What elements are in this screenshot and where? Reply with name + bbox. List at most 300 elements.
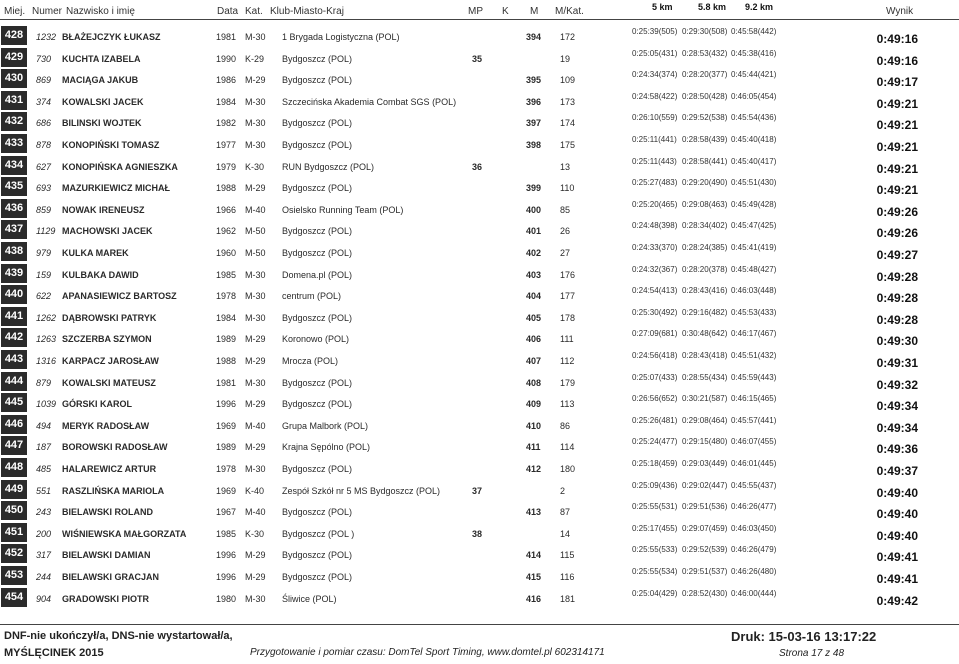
birth-year: 1981: [216, 32, 237, 42]
place-badge: 443: [1, 350, 27, 369]
place-badge: 450: [1, 501, 27, 520]
m-place: 404: [526, 291, 542, 302]
split-5-8km: 0:28:24(385): [682, 243, 728, 252]
runner-name: BIELAWSKI DAMIAN: [62, 550, 151, 561]
finish-time: 0:49:26: [876, 204, 918, 219]
birth-year: 1996: [216, 399, 237, 410]
bib-number: 200: [36, 528, 52, 539]
finish-time: 0:49:34: [876, 420, 918, 435]
category: M-50: [245, 226, 266, 237]
m-place: 401: [526, 226, 542, 237]
split-9-2km: 0:46:01(445): [731, 459, 777, 468]
runner-name: KOWALSKI JACEK: [62, 96, 144, 107]
place-badge: 449: [1, 480, 27, 499]
place-badge: 433: [1, 134, 27, 153]
club: Bydgoszcz (POL): [282, 572, 353, 582]
split-5km: 0:25:27(483): [632, 178, 678, 188]
runner-name: RASZLIŃSKA MARIOLA: [62, 485, 165, 496]
split-5-8km: 0:28:34(402): [682, 221, 728, 231]
bib-number: 551: [36, 485, 52, 496]
place-badge: 428: [1, 26, 27, 45]
category-place: 86: [560, 420, 571, 431]
place-badge: 453: [1, 566, 27, 585]
split-5km: 0:25:20(465): [632, 199, 678, 209]
category-place: 109: [560, 75, 576, 86]
category-place: 13: [560, 161, 571, 172]
category-place: 116: [560, 572, 575, 582]
club: Osielsko Running Team (POL): [282, 204, 404, 215]
bib-number: 878: [36, 140, 52, 150]
birth-year: 1989: [216, 442, 237, 453]
club: Bydgoszcz (POL): [282, 312, 353, 323]
m-place: 414: [526, 550, 542, 561]
bib-number: 879: [36, 377, 52, 388]
place-badge: 445: [1, 393, 27, 412]
m-place: 415: [526, 572, 542, 582]
birth-year: 1990: [216, 53, 237, 64]
m-place: 408: [526, 377, 542, 388]
place-badge: 429: [1, 48, 27, 67]
table-row: [0, 242, 959, 264]
split-9-2km: 0:46:26(480): [731, 567, 777, 576]
runner-name: KONOPIŃSKI TOMASZ: [62, 140, 160, 150]
place-badge: 438: [1, 242, 27, 261]
finish-time: 0:49:36: [876, 442, 918, 457]
runner-name: HALAREWICZ ARTUR: [62, 464, 157, 474]
header-divider: [0, 19, 959, 20]
category-place: 172: [560, 32, 576, 42]
birth-year: 1996: [216, 550, 237, 561]
split-9-2km: 0:46:03(450): [731, 523, 777, 533]
birth-year: 1984: [216, 96, 237, 107]
category: M-30: [245, 96, 266, 107]
table-row: [0, 307, 959, 329]
split-5km: 0:25:07(433): [632, 372, 678, 382]
bib-number: 622: [36, 291, 52, 302]
bib-number: 1039: [36, 399, 57, 410]
category: M-40: [245, 420, 266, 431]
split-9-2km: 0:45:53(433): [731, 307, 777, 317]
category: M-30: [245, 291, 266, 302]
finish-time: 0:49:32: [876, 377, 918, 392]
split-5km: 0:25:30(492): [632, 307, 678, 317]
runner-name: NOWAK IRENEUSZ: [62, 204, 145, 215]
split-5-8km: 0:30:48(642): [682, 329, 728, 339]
split-9-2km: 0:45:38(416): [731, 48, 777, 58]
club: Bydgoszcz (POL): [282, 399, 353, 410]
split-9-2km: 0:46:03(448): [731, 286, 777, 296]
header-wynik: Wynik: [886, 6, 914, 17]
finish-time: 0:49:28: [876, 269, 918, 284]
category: M-29: [245, 550, 266, 561]
split-5-8km: 0:28:43(416): [682, 286, 728, 296]
split-9-2km: 0:46:17(467): [731, 329, 777, 339]
birth-year: 1996: [216, 572, 237, 582]
club: Bydgoszcz (POL): [282, 507, 353, 518]
runner-name: APANASIEWICZ BARTOSZ: [62, 291, 177, 302]
birth-year: 1979: [216, 161, 237, 172]
m-place: 395: [526, 75, 542, 86]
split-5-8km: 0:29:16(482): [682, 307, 728, 317]
finish-time: 0:49:28: [876, 312, 918, 327]
place-badge: 448: [1, 458, 27, 477]
place-badge: 435: [1, 177, 27, 196]
club: Mrocza (POL): [282, 356, 339, 366]
category-place: 177: [560, 291, 576, 302]
birth-year: 1978: [216, 464, 237, 474]
bib-number: 494: [36, 420, 52, 431]
m-place: 413: [526, 507, 542, 518]
place-badge: 431: [1, 91, 27, 110]
m-place: 396: [526, 96, 542, 107]
bib-number: 904: [36, 593, 52, 604]
table-row: [0, 69, 959, 91]
bib-number: 244: [36, 572, 52, 582]
category: M-30: [245, 140, 266, 150]
split-5km: 0:25:55(534): [632, 567, 678, 576]
split-5km: 0:25:17(455): [632, 523, 678, 533]
table-row: [0, 566, 959, 588]
split-5-8km: 0:29:52(539): [682, 545, 728, 555]
split-5km: 0:26:10(559): [632, 113, 678, 123]
club: Grupa Malbork (POL): [282, 420, 369, 431]
category-place: 2: [560, 485, 566, 496]
header-split-5km: 5 km: [652, 2, 673, 12]
split-9-2km: 0:45:40(417): [731, 156, 777, 166]
category-place: 14: [560, 528, 571, 539]
club: Bydgoszcz (POL): [282, 118, 353, 129]
split-9-2km: 0:45:51(430): [731, 178, 777, 188]
runner-name: GÓRSKI KAROL: [62, 399, 133, 410]
category: M-30: [245, 269, 266, 280]
finish-time: 0:49:37: [876, 464, 918, 478]
m-place: 409: [526, 399, 542, 410]
birth-year: 1978: [216, 291, 237, 302]
split-5km: 0:24:58(422): [632, 91, 678, 101]
finish-time: 0:49:26: [876, 226, 918, 241]
category-place: 111: [560, 334, 574, 345]
split-5-8km: 0:29:02(447): [682, 480, 728, 490]
bib-number: 869: [36, 75, 52, 86]
header-split-9-2km: 9.2 km: [745, 2, 774, 12]
header-kat: Kat.: [245, 6, 263, 17]
split-5-8km: 0:28:52(430): [682, 588, 728, 598]
split-9-2km: 0:45:48(427): [731, 264, 777, 274]
finish-time: 0:49:28: [876, 291, 918, 306]
runner-name: KONOPIŃSKA AGNIESZKA: [62, 161, 178, 172]
club: Bydgoszcz (POL): [282, 226, 353, 237]
bib-number: 1316: [36, 356, 57, 366]
split-9-2km: 0:45:40(418): [731, 135, 777, 144]
category-place: 181: [560, 593, 576, 604]
finish-time: 0:49:40: [876, 485, 918, 500]
table-row: [0, 112, 959, 134]
place-badge: 434: [1, 156, 27, 175]
birth-year: 1985: [216, 528, 237, 539]
m-place: 399: [526, 183, 542, 194]
place-badge: 442: [1, 328, 27, 347]
runner-name: MACIĄGA JAKUB: [62, 75, 139, 86]
club: Śliwice (POL): [282, 593, 337, 604]
table-row: [0, 588, 959, 610]
bib-number: 317: [36, 550, 52, 561]
runner-name: BILINSKI WOJTEK: [62, 118, 142, 129]
runner-name: MACHOWSKI JACEK: [62, 226, 153, 237]
split-5km: 0:24:56(418): [632, 351, 678, 360]
m-place: 403: [526, 269, 542, 280]
split-5-8km: 0:28:53(432): [682, 48, 728, 58]
header-mp: MP: [468, 6, 483, 17]
birth-year: 1967: [216, 507, 237, 518]
bib-number: 1129: [36, 226, 56, 237]
place-badge: 441: [1, 307, 27, 326]
runner-name: MAZURKIEWICZ MICHAŁ: [62, 183, 170, 194]
split-9-2km: 0:45:54(436): [731, 113, 777, 123]
category: K-30: [245, 528, 265, 539]
place-badge: 432: [1, 112, 27, 131]
footer-divider: [0, 624, 959, 625]
place-badge: 446: [1, 415, 27, 434]
runner-name: KULBAKA DAWID: [62, 269, 139, 280]
finish-time: 0:49:41: [876, 550, 918, 565]
place-badge: 437: [1, 220, 27, 239]
category: M-30: [245, 464, 266, 474]
club: Koronowo (POL): [282, 334, 350, 345]
split-5-8km: 0:29:03(449): [682, 459, 728, 468]
finish-time: 0:49:21: [876, 140, 918, 154]
table-row: [0, 372, 959, 394]
category-place: 113: [560, 399, 575, 410]
finish-time: 0:49:21: [876, 183, 918, 198]
m-place: 402: [526, 248, 542, 258]
runner-name: KULKA MAREK: [62, 248, 129, 258]
m-place: 407: [526, 356, 542, 366]
category-place: 85: [560, 204, 571, 215]
runner-name: DĄBROWSKI PATRYK: [62, 312, 157, 323]
club: Bydgoszcz (POL): [282, 75, 353, 86]
category: M-50: [245, 248, 266, 258]
header-split-5-8km: 5.8 km: [698, 2, 727, 12]
k-place: 38: [472, 528, 483, 539]
split-5km: 0:26:56(652): [632, 394, 678, 404]
birth-year: 1962: [216, 226, 237, 237]
footer-event: MYŚLĘCINEK 2015: [4, 647, 104, 659]
club: 1 Brygada Logistyczna (POL): [282, 32, 400, 42]
m-place: 398: [526, 140, 542, 150]
finish-time: 0:49:21: [876, 118, 918, 133]
split-5-8km: 0:29:07(459): [682, 523, 728, 533]
split-5-8km: 0:28:58(441): [682, 156, 728, 166]
split-9-2km: 0:45:47(425): [731, 221, 777, 231]
split-5-8km: 0:28:50(428): [682, 91, 728, 101]
club: Bydgoszcz (POL): [282, 550, 353, 561]
bib-number: 1232: [36, 32, 57, 42]
club: Szczecińska Akademia Combat SGS (POL): [282, 96, 457, 107]
split-5-8km: 0:29:30(508): [682, 27, 728, 36]
table-row: [0, 523, 959, 545]
m-place: 397: [526, 118, 542, 129]
category-place: 110: [560, 183, 575, 194]
place-badge: 430: [1, 69, 27, 88]
table-row: [0, 415, 959, 437]
club: Bydgoszcz (POL): [282, 140, 353, 150]
category: M-30: [245, 118, 266, 129]
bib-number: 243: [36, 507, 52, 518]
m-place: 416: [526, 593, 542, 604]
header-nazwisko: Nazwisko i imię: [66, 6, 135, 17]
birth-year: 1988: [216, 183, 237, 194]
table-row: [0, 48, 959, 70]
table-row: [0, 156, 959, 178]
birth-year: 1960: [216, 248, 237, 258]
club: Bydgoszcz (POL): [282, 464, 353, 474]
split-5-8km: 0:29:52(538): [682, 113, 728, 123]
split-9-2km: 0:45:58(442): [731, 27, 777, 36]
bib-number: 1263: [36, 334, 57, 345]
category-place: 115: [560, 550, 575, 561]
split-9-2km: 0:46:07(455): [731, 437, 777, 447]
birth-year: 1985: [216, 269, 237, 280]
category-place: 180: [560, 464, 576, 474]
header-miejsce: Miej.: [4, 6, 26, 17]
category: M-29: [245, 572, 266, 582]
category-place: 175: [560, 140, 576, 150]
split-5km: 0:25:11(443): [632, 156, 677, 166]
runner-name: WIŚNIEWSKA MAŁGORZATA: [62, 528, 187, 539]
category: M-30: [245, 32, 266, 42]
bib-number: 187: [36, 442, 52, 453]
split-5-8km: 0:28:58(439): [682, 135, 728, 144]
club: Bydgoszcz (POL): [282, 248, 353, 258]
runner-name: BŁAŻEJCZYK ŁUKASZ: [62, 32, 161, 42]
split-5km: 0:24:33(370): [632, 243, 678, 252]
header-k: K: [502, 6, 509, 17]
split-9-2km: 0:45:59(443): [731, 372, 777, 382]
split-5-8km: 0:29:08(463): [682, 199, 728, 209]
m-place: 411: [526, 442, 541, 453]
table-row: [0, 393, 959, 415]
k-place: 35: [472, 53, 483, 64]
club: RUN Bydgoszcz (POL): [282, 161, 375, 172]
birth-year: 1977: [216, 140, 237, 150]
category-place: 114: [560, 442, 575, 453]
category: K-29: [245, 53, 265, 64]
split-5km: 0:25:55(533): [632, 545, 678, 555]
split-5km: 0:24:34(374): [632, 70, 678, 80]
table-row: [0, 134, 959, 156]
split-5km: 0:25:11(441): [632, 135, 677, 144]
split-5km: 0:25:24(477): [632, 437, 678, 447]
m-place: 405: [526, 312, 542, 323]
birth-year: 1969: [216, 420, 237, 431]
footer-page: Strona 17 z 48: [779, 648, 845, 659]
table-row: [0, 285, 959, 307]
runner-name: BIELAWSKI GRACJAN: [62, 572, 160, 582]
split-5-8km: 0:29:08(464): [682, 415, 728, 425]
category: M-40: [245, 507, 266, 518]
finish-time: 0:49:31: [876, 356, 918, 370]
split-5km: 0:25:04(429): [632, 588, 678, 598]
category-place: 176: [560, 269, 576, 280]
split-9-2km: 0:46:05(454): [731, 91, 777, 101]
birth-year: 1966: [216, 204, 237, 215]
split-5-8km: 0:28:43(418): [682, 351, 728, 360]
bib-number: 686: [36, 118, 52, 129]
bib-number: 374: [36, 96, 52, 107]
k-place: 37: [472, 485, 483, 496]
place-badge: 447: [1, 436, 27, 455]
finish-time: 0:49:16: [876, 53, 918, 68]
birth-year: 1989: [216, 334, 237, 345]
club: Domena.pl (POL): [282, 269, 353, 280]
footer-printed: Druk: 15-03-16 13:17:22: [731, 629, 877, 644]
header-klub: Klub-Miasto-Kraj: [270, 6, 344, 17]
table-row: [0, 220, 959, 242]
category: M-29: [245, 75, 266, 86]
runner-name: GRADOWSKI PIOTR: [62, 593, 149, 604]
place-badge: 451: [1, 523, 27, 542]
club: Zespół Szkół nr 5 MS Bydgoszcz (POL): [282, 485, 441, 496]
club: Bydgoszcz (POL ): [282, 528, 355, 539]
place-badge: 440: [1, 285, 27, 304]
table-row: [0, 91, 959, 113]
category-place: 26: [560, 226, 571, 237]
category: M-40: [245, 204, 266, 215]
finish-time: 0:49:27: [876, 248, 918, 262]
category: M-30: [245, 593, 266, 604]
table-row: [0, 264, 959, 286]
table-row: [0, 328, 959, 350]
category: M-29: [245, 183, 266, 194]
place-badge: 436: [1, 199, 27, 218]
runner-name: KUCHTA IZABELA: [62, 53, 141, 64]
category-place: 174: [560, 118, 576, 129]
m-place: 406: [526, 334, 542, 345]
split-5-8km: 0:29:51(536): [682, 502, 728, 512]
split-9-2km: 0:46:26(479): [731, 545, 777, 555]
birth-year: 1980: [216, 593, 237, 604]
finish-time: 0:49:21: [876, 96, 918, 111]
birth-year: 1982: [216, 118, 237, 129]
m-place: 394: [526, 32, 542, 42]
split-9-2km: 0:46:00(444): [731, 588, 777, 598]
finish-time: 0:49:34: [876, 399, 918, 414]
runner-name: BIELAWSKI ROLAND: [62, 507, 153, 518]
split-5km: 0:24:54(413): [632, 286, 678, 296]
club: Bydgoszcz (POL): [282, 183, 353, 194]
finish-time: 0:49:17: [876, 75, 918, 90]
category: M-29: [245, 399, 266, 410]
split-5km: 0:25:26(481): [632, 415, 678, 425]
footer-timing: Przygotowanie i pomiar czasu: DomTel Sport Timing, www.domtel.pl 602314171: [250, 647, 605, 658]
finish-time: 0:49:40: [876, 528, 918, 543]
category-place: 19: [560, 53, 571, 64]
header-mkat: M/Kat.: [555, 6, 584, 17]
bib-number: 485: [36, 464, 52, 474]
split-5km: 0:24:48(398): [632, 221, 678, 231]
place-badge: 454: [1, 588, 27, 607]
runner-name: KOWALSKI MATEUSZ: [62, 377, 156, 388]
birth-year: 1969: [216, 485, 237, 496]
category-place: 179: [560, 377, 576, 388]
split-9-2km: 0:46:15(465): [731, 394, 777, 404]
split-9-2km: 0:46:26(477): [731, 502, 777, 512]
header-data: Data: [217, 6, 239, 17]
category: M-29: [245, 356, 266, 366]
split-5-8km: 0:28:20(377): [682, 70, 728, 80]
category: M-29: [245, 442, 266, 453]
split-9-2km: 0:45:57(441): [731, 415, 777, 425]
